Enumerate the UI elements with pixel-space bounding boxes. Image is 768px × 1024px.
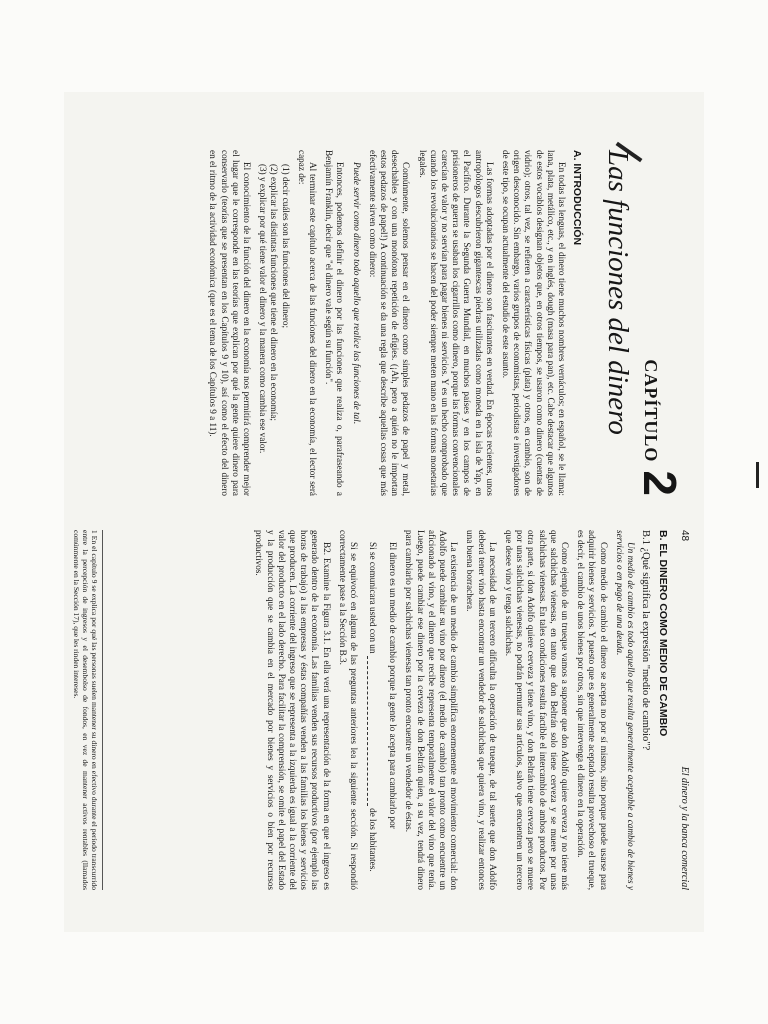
paragraph: El conocimiento de la función del dinero en la economía nos permitirá comprender mejor el lugar que le corresponde en las teorías que explican por qué la gente quiere dinero para conservarlo (teorías que se presentan en los Capítulos 9 y 10), así como el efecto del dinero en el ritmo de la actividad económica (que es el tema de los Capítulos 9 a 11). (208, 150, 252, 496)
running-header (679, 530, 690, 890)
paragraph: Las formas adoptadas por el dinero son fascinantes en verdad. En épocas recientes, unos antropólogos descubrieron gigantescas piedras utilizadas como moneda en la isla de Yap, en el Pacífico. Durante la Segunda Guerra Mundial, en muchos países y en los campos de prisioneros de guerra se usaban los cigarrillos como dinero, porque las formas convencionales carecían de valor y no servían para pagar bienes ni servicios. Y es un hecho comprobado que cuando los revolucionarios se hacen del poder siempre meten mano en las formas monetarias legales. (417, 150, 495, 496)
rotated-book-spread (64, 92, 704, 932)
paragraph: Al terminar este capítulo acerca de las funciones del dinero en la economía, el lector será capaz de: (296, 150, 318, 496)
paragraph: La existencia de un medio de cambio simplifica enormemente el movimiento comercial: don Adolfo puede cambiar su vino por dinero (el medio de cambio) tan pronto como encuentre un aficionado al vino, y el dinero que recibe representa temporalmente el valor del vino que tenía. Luego, puede cambiar ese dinero por la cerveza de don Beltrán quien, a su vez, tendrá dinero para cambiarlo por salchichas vienesas tan pronto encuentre un vendedor de éstas. (404, 530, 460, 890)
page-number: 48 (679, 530, 690, 542)
paragraph: En todas las lenguas, el dinero tiene muchos nombres vernáculos; en español, se le llama: lana, plata, metálico, etc., y en inglés, dough (masa para pan), etc. Cabe destacar que algunos de estos vocablos designan objetos que, en otros tiempos, se usaron como dinero (cuentas de vidrio); otros, tal vez, se refieren a características físicas (plata) y otros, en cambio, son de origen desconocido. Sin embargo, varios grupos de economistas, periodistas e investigadores de este tipo, se ocupan actualmente del estudio de este asunto. (500, 150, 567, 496)
paragraph: El dinero es un medio de cambio porque la gente lo acepta para cambiarlo por (388, 542, 399, 829)
paragraph: Como medio de cambio el dinero se acepta no por sí mismo, sino porque puede usarse para adquirir bienes y servicios. Y puesto que es generalmente aceptado resulta provechoso el trueque, es decir, el cambio de unos bienes por otros, sin que intervenga el dinero en la operación. (576, 530, 609, 890)
section-b-heading: B. EL DINERO COMO MEDIO DE CAMBIO (657, 530, 669, 737)
running-head-title: El dinero y la banca comercial (679, 766, 690, 890)
fill-prefix: Si se comunicara usted con un (367, 542, 378, 654)
paragraph: Comúnmente, solemos pensar en el dinero como simples pedazos de papel y metal, desechables y con una monótona repetición de efigies. (¡Ah, pero a quién no le importan estos pedazos de papel!) A continuación se da una regla que describe aquellas cosas que más efectivamente sirven como dinero: (367, 150, 412, 496)
right-page (64, 522, 704, 932)
answer-blank[interactable] (367, 656, 377, 806)
paragraph: La necesidad de un tercero dificulta la operación de trueque, de tal suerte que don Adolfo deberá tener vino hasta encontrar un vendedor de salchichas que quiera vino, y realizar entonces una buena borrachera. (465, 530, 498, 890)
question-b1: B.1 ¿Qué significa la expresión "medio de cambio"? (640, 530, 651, 751)
rule-quote: Puede servir como dinero todo aquello que realice las funciones de tal. (351, 162, 362, 425)
fill-in-exercise (367, 542, 379, 890)
chapter-number: 2 (634, 470, 686, 496)
objectives-list (257, 164, 291, 496)
left-page (64, 92, 704, 512)
list-item: (2) explicar las distintas funciones que tiene el dinero en la economía; (269, 164, 280, 421)
chapter-heading (634, 150, 686, 496)
scan-edge-mark (756, 462, 759, 488)
paragraph: B2. Examine la Figura 3.1. En ella verá una representación de la forma en que el ingreso es generado dentro de la economía. Las familias venden sus recursos productivos (por ejemplo las horas de trabajo) a las empresas y éstas compañías venden a las familias los bienes y servicios que producen. La corriente del ingreso que se representa a la izquierda es igual a la corriente del valor del producto en el lado derecho. Para facilitar la comprensión, se omite el papel del Estado y la producción que se cambia en el mercado por bienes y servicios o bien por recursos productivos. (254, 530, 332, 890)
paragraph: Entonces, podemos definir el dinero por las funciones que realiza o, parafraseando a Benjamín Franklin, decir que "el dinero vale según su función". (324, 150, 346, 496)
chapter-label: CAPÍTULO (641, 359, 661, 463)
fill-suffix: de los habitantes. (367, 808, 378, 872)
list-item: (3) y explicar por qué tiene valor el dinero y la manera como cambia ese valor. (258, 164, 269, 454)
chapter-title: Las funciones del dinero (602, 150, 634, 435)
paragraph: Si se equivocó en alguna de las preguntas anteriores lea la siguiente sección. Si respondió correctamente pase a la Sección B.3. (337, 530, 359, 890)
footnote: 1 En el capítulo 9 se explica por qué las personas suelen mantener su dinero en efectivo durante el período transcurrido entre la percepción de ingresos y el desembolso de fondos, en vez de mantener activos rentables (llamados comúnmente en la Sección 17), que les rinden intereses. (72, 530, 103, 890)
section-a-heading: A. INTRODUCCIÓN (571, 150, 583, 246)
paragraph: Como ejemplo de un trueque vamos a suponer que don Adolfo quiere cerveza y no tiene más que salchichas vienesas, en tanto que don Beltrán solo tiene cerveza y se muere por unas salchichas vienesas. En tales condiciones resulta factible el intercambio de ambos productos. Por otra parte, si don Adolfo quiere cerveza y tiene vino, y don Beltrán tiene cerveza pero se muere por unas salchichas vienesas, no podrán permutar sus artículos, salvo que encuentren un tercero que desee vino y tenga salchichas. (503, 530, 570, 890)
b1-answer: Un medio de cambio es todo aquello que resulta generalmente aceptable a cambio de bienes y servicios o en pago de una deuda. (614, 530, 636, 890)
list-item: (1) decir cuáles son las funciones del dinero; (280, 164, 291, 329)
